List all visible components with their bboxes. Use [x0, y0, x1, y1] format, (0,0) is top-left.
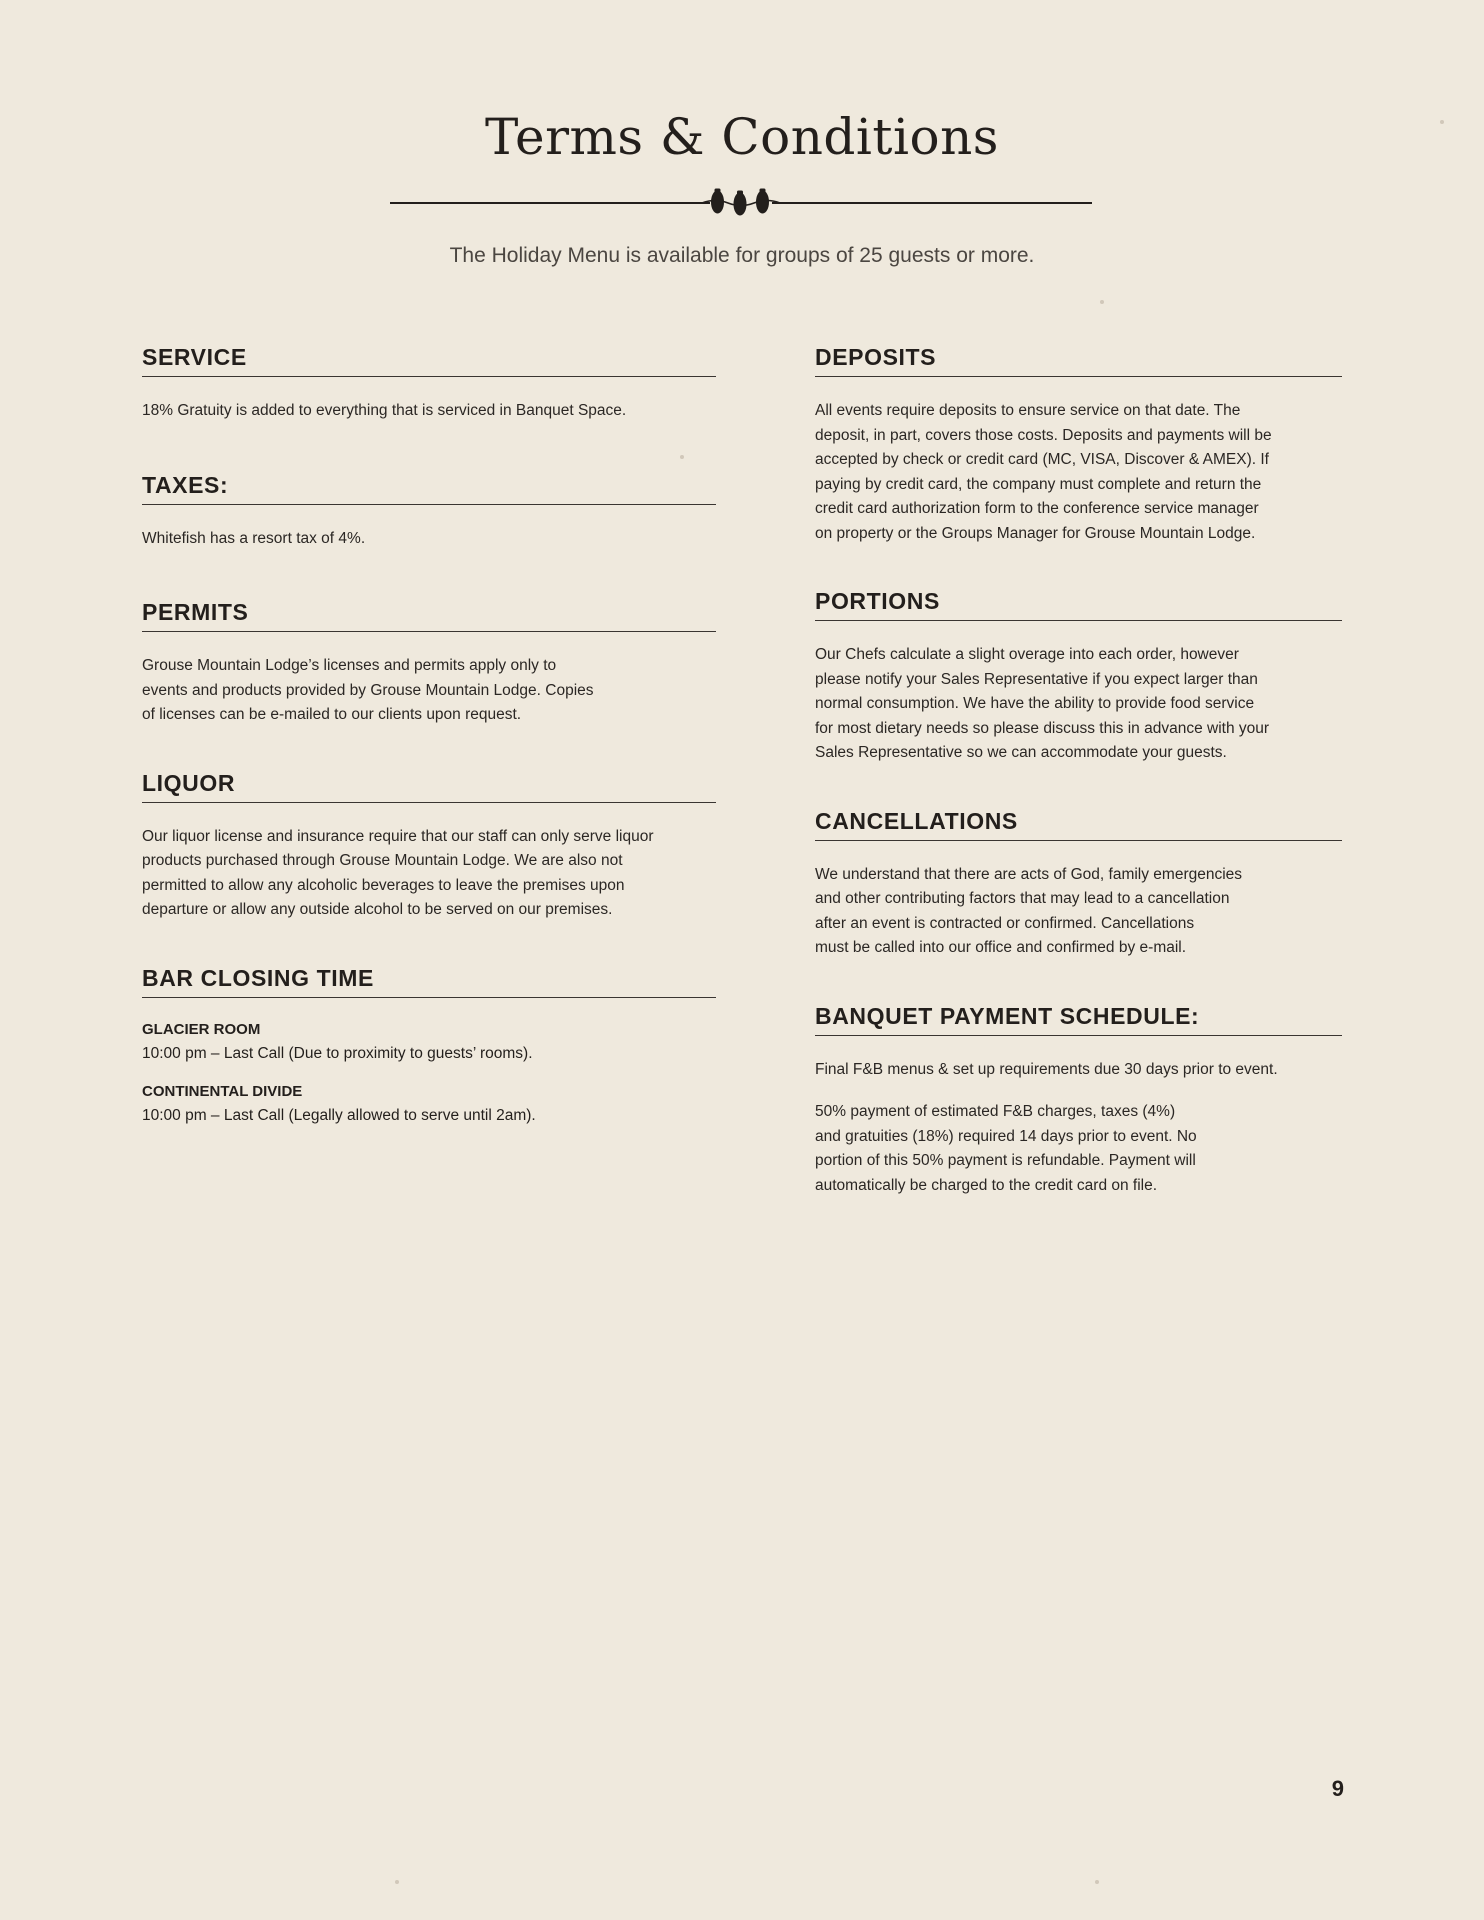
deposits-section	[815, 344, 1342, 546]
page-number: 9	[1331, 1776, 1344, 1801]
section-body: Final F&B menus & set up requirements due 30 days prior to event.	[815, 1060, 1278, 1078]
venue-closing-time: 10:00 pm – Last Call (Legally allowed to serve until 2am).	[142, 1106, 536, 1124]
cancellations-section	[815, 808, 1342, 961]
section-body: All events require deposits to ensure service on that date. The deposit, in part, covers those costs. Deposits and payments will be accepted by check or credit card (MC, VISA, Discover & AMEX). If paying by credit card, the company must complete and return the credit card authorization form to the conference service manager on property or the Groups Manager for Grouse Mountain Lodge.	[815, 402, 1272, 542]
section-body: Grouse Mountain Lodge’s licenses and permits apply only to events and products provided by Grouse Mountain Lodge. Copies of licenses can be e-mailed to our clients upon request.	[142, 657, 594, 723]
section-heading: BANQUET PAYMENT SCHEDULE:	[815, 1003, 1342, 1036]
section-heading: DEPOSITS	[815, 344, 1342, 377]
page-subtitle: The Holiday Menu is available for groups of 25 guests or more.	[449, 244, 1035, 267]
section-heading: CANCELLATIONS	[815, 808, 1342, 841]
section-body: Our liquor license and insurance require that our staff can only serve liquor products purchased through Grouse Mountain Lodge. We are also not permitted to allow any alcoholic beverages to leave the premises upon departure or allow any outside alcohol to be served on our premises.	[142, 827, 654, 918]
portions-section	[815, 588, 1342, 766]
section-heading: BAR CLOSING TIME	[142, 965, 716, 998]
payment-schedule-section	[815, 1003, 1342, 1199]
paper-texture-speck	[395, 1880, 399, 1884]
bar-closing-section	[142, 965, 716, 1128]
left-column	[142, 344, 716, 1142]
holiday-lights-icon	[702, 189, 780, 215]
section-body: Our Chefs calculate a slight overage into each order, however please notify your Sales Representative if you expect larger than normal consumption. We have the ability to provide food service for most dietary needs so please discuss this in advance with your Sales Representative so we can accommodate your guests.	[815, 646, 1270, 761]
holiday-lights-divider	[390, 186, 1092, 220]
section-heading: PERMITS	[142, 599, 716, 632]
paper-texture-speck	[1100, 300, 1104, 304]
venue-label: CONTINENTAL DIVIDE	[142, 1082, 303, 1100]
section-heading: LIQUOR	[142, 770, 716, 803]
venue-closing-time: 10:00 pm – Last Call (Due to proximity to guests’ rooms).	[142, 1044, 533, 1062]
section-body: 18% Gratuity is added to everything that is serviced in Banquet Space.	[142, 402, 627, 419]
taxes-section	[142, 472, 716, 552]
venue-label: GLACIER ROOM	[142, 1020, 261, 1038]
section-body: 50% payment of estimated F&B charges, taxes (4%) and gratuities (18%) required 14 days prior to event. No portion of this 50% payment is refundable. Payment will automatically be charged to the credit card on file.	[815, 1103, 1197, 1194]
service-section	[142, 344, 716, 424]
liquor-section	[142, 770, 716, 923]
paper-texture-speck	[1095, 1880, 1099, 1884]
page-title: Terms & Conditions	[485, 108, 999, 166]
section-body: Whitefish has a resort tax of 4%.	[142, 529, 366, 547]
section-heading: PORTIONS	[815, 588, 1342, 621]
right-column	[815, 344, 1342, 1198]
section-body: We understand that there are acts of God, family emergencies and other contributing factors that may lead to a cancellation after an event is contracted or confirmed. Cancellations must be called into our office and confirmed by e-mail.	[815, 865, 1243, 956]
permits-section	[142, 599, 716, 728]
section-heading: SERVICE	[142, 344, 716, 377]
section-heading: TAXES:	[142, 472, 716, 505]
